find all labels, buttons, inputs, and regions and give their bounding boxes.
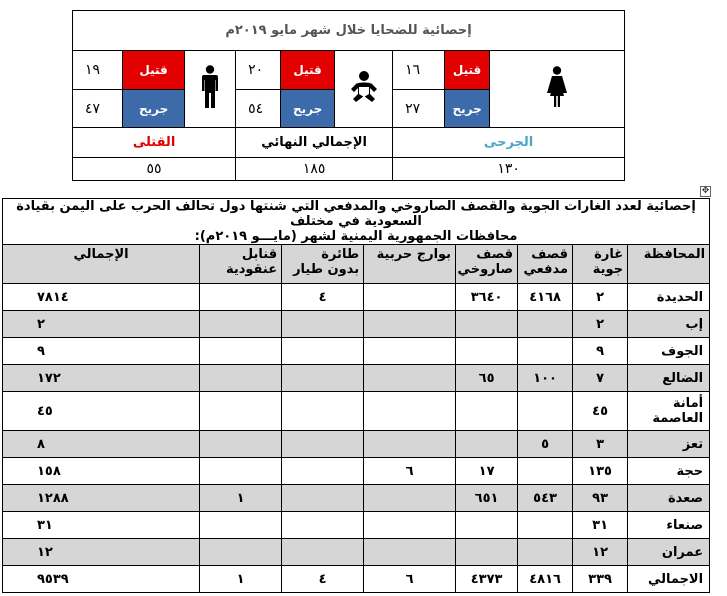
cell-missile: ٣٦٤٠ [456,284,518,311]
cell-governorate: الحديدة [628,284,710,311]
children-killed-label: قتيل [281,51,335,89]
injured-total-value: ١٣٠ [393,157,625,180]
cell-artillery: ٥ [518,431,573,458]
men-killed-value: ١٩ [73,51,123,89]
table-row [3,311,710,338]
baby-icon-cell [335,51,393,128]
women-injured-value: ٢٧ [393,89,445,127]
header-missile: قصف صاروخي [456,245,518,284]
cell-drone [282,485,364,512]
strikes-body [3,284,710,593]
cell-cluster [200,458,282,485]
victims-title: إحصائية للضحايا خلال شهر مايو ٢٠١٩م [73,11,625,51]
cell-missile: ١٧ [456,458,518,485]
header-cluster: قنابل عنقودية [200,245,282,284]
table-row [3,485,710,512]
cell-missile [456,431,518,458]
strikes-table [2,198,710,593]
cell-warships [364,512,456,539]
cell-total: ٩ [3,338,200,365]
cell-cluster [200,539,282,566]
cell-drone [282,458,364,485]
cell-drone [282,512,364,539]
cell-air-raid: ٢ [573,311,628,338]
men-injured-value: ٤٧ [73,89,123,127]
cell-air-raid: ١٣٥ [573,458,628,485]
cell-artillery [518,512,573,539]
cell-governorate: إب [628,311,710,338]
woman-icon [546,66,568,108]
cell-artillery [518,338,573,365]
women-killed-label: قتيل [445,51,490,89]
cell-warships [364,284,456,311]
cell-cluster [200,512,282,539]
header-governorate: المحافظة [628,245,710,284]
strikes-caption-line2: محافظات الجمهورية اليمنية لشهر (مايـــو ٢٠١٩م): [194,229,518,244]
cell-artillery [518,311,573,338]
cell-artillery [518,392,573,431]
cell-cluster: ١ [200,566,282,593]
header-drone: طائرة بدون طيار [282,245,364,284]
cell-total: ٢ [3,311,200,338]
man-icon-cell [185,51,236,128]
cell-missile: ٦٥ [456,365,518,392]
strikes-caption [3,199,710,245]
cell-governorate: أمانة العاصمة [628,392,710,431]
table-row [3,566,710,593]
cell-artillery: ٤١٦٨ [518,284,573,311]
cell-governorate: الاجمالي [628,566,710,593]
cell-drone: ٤ [282,284,364,311]
cell-artillery: ٥٤٣ [518,485,573,512]
cell-air-raid: ١٢ [573,539,628,566]
cell-cluster [200,392,282,431]
cell-warships [364,392,456,431]
cell-missile [456,338,518,365]
cell-missile [456,512,518,539]
women-killed-value: ١٦ [393,51,445,89]
killed-total-value: ٥٥ [73,157,236,180]
cell-cluster: ١ [200,485,282,512]
cell-total: ٩٥٣٩ [3,566,200,593]
cell-governorate: حجة [628,458,710,485]
final-total-label: الإجمالي النهائي [236,128,393,157]
men-killed-label: قتيل [123,51,185,89]
cell-cluster [200,338,282,365]
cell-air-raid: ٣٣٩ [573,566,628,593]
cell-missile: ٤٣٧٣ [456,566,518,593]
cell-air-raid: ٩ [573,338,628,365]
cell-cluster [200,365,282,392]
cell-total: ١٥٨ [3,458,200,485]
cell-warships [364,485,456,512]
cell-cluster [200,311,282,338]
cell-drone [282,392,364,431]
table-row [3,431,710,458]
cell-warships [364,311,456,338]
cell-air-raid: ٧ [573,365,628,392]
baby-icon [349,70,379,104]
table-row [3,458,710,485]
cell-air-raid: ٣ [573,431,628,458]
final-total-value: ١٨٥ [236,157,393,180]
cell-cluster [200,284,282,311]
cell-drone [282,365,364,392]
cell-drone: ٤ [282,566,364,593]
cell-missile [456,539,518,566]
cell-governorate: تعز [628,431,710,458]
table-row [3,392,710,431]
cell-air-raid: ٢ [573,284,628,311]
children-injured-value: ٥٤ [236,89,281,127]
cell-governorate: الجوف [628,338,710,365]
cell-drone [282,539,364,566]
cell-warships: ٦ [364,458,456,485]
cell-artillery: ١٠٠ [518,365,573,392]
cell-total: ٧٨١٤ [3,284,200,311]
header-artillery: قصف مدفعي [518,245,573,284]
cell-missile [456,311,518,338]
table-move-handle[interactable]: ✥ [701,186,710,196]
table-row [3,539,710,566]
cell-warships [364,365,456,392]
men-injured-label: جريح [123,89,185,127]
cell-missile [456,392,518,431]
cell-total: ١٢ [3,539,200,566]
cell-governorate: صنعاء [628,512,710,539]
cell-artillery [518,539,573,566]
table-row [3,284,710,311]
cell-total: ١٧٢ [3,365,200,392]
women-injured-label: جريح [445,89,490,127]
cell-drone [282,431,364,458]
cell-missile: ٦٥١ [456,485,518,512]
header-warships: بوارج حربية [364,245,456,284]
cell-artillery: ٤٨١٦ [518,566,573,593]
cell-warships [364,539,456,566]
cell-warships [364,431,456,458]
table-row [3,512,710,539]
injured-total-label: الجرحى [393,128,625,157]
woman-icon-cell [490,51,625,128]
cell-total: ٨ [3,431,200,458]
man-icon [200,65,220,109]
strikes-caption-line1: إحصائية لعدد الغارات الجوية والقصف الصاروخي والمدفعي التي شنتها دول تحالف الحرب على اليمن بقيادة السعودية في مختلف [16,199,696,229]
victims-table [72,10,625,181]
cell-air-raid: ٣١ [573,512,628,539]
cell-warships [364,338,456,365]
cell-drone [282,311,364,338]
children-killed-value: ٢٠ [236,51,281,89]
cell-total: ٣١ [3,512,200,539]
table-row [3,338,710,365]
cell-total: ٤٥ [3,392,200,431]
cell-drone [282,338,364,365]
cell-total: ١٢٨٨ [3,485,200,512]
cell-air-raid: ٩٣ [573,485,628,512]
cell-governorate: صعدة [628,485,710,512]
children-injured-label: جريح [281,89,335,127]
cell-governorate: الضالع [628,365,710,392]
cell-warships: ٦ [364,566,456,593]
cell-air-raid: ٤٥ [573,392,628,431]
header-air-raid: غارة جوية [573,245,628,284]
cell-cluster [200,431,282,458]
killed-total-label: القتلى [73,128,236,157]
header-total: الإجمالي [3,245,200,284]
cell-artillery [518,458,573,485]
cell-governorate: عمران [628,539,710,566]
table-row [3,365,710,392]
